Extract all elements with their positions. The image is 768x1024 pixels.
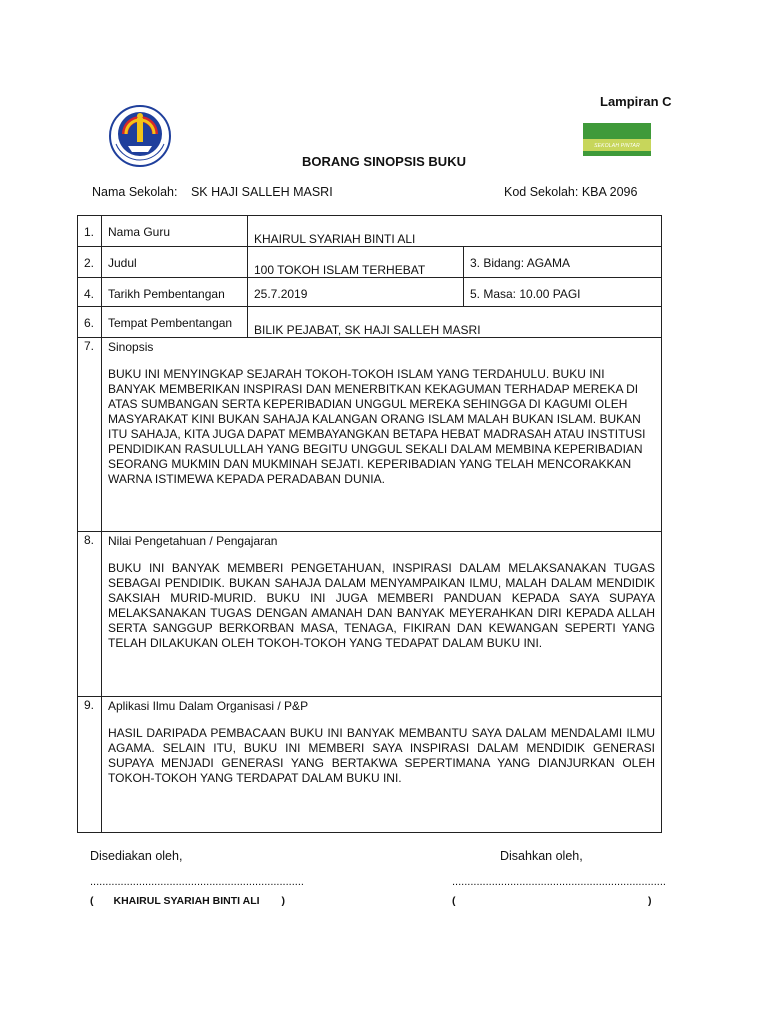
lampiran-label: Lampiran C	[600, 94, 672, 109]
prepared-name-text: KHAIRUL SYARIAH BINTI ALI	[113, 895, 260, 907]
row-label: Tempat Pembentangan	[102, 307, 248, 338]
synopsis-text: BUKU INI MENYINGKAP SEJARAH TOKOH-TOKOH ISLAM YANG TERDAHULU. BUKU INI BANYAK MEMBERIKAN INSPIRASI DAN MENERBITKAN KEKAGUMAN TERHADAP MEREKA DI ATAS SUMBANGAN SERTA KEPERIBADIAN UNGGUL MEREKA SEHINGGA DI KAGUMI OLEH MASYARAKAT KINI BUKAN SAHAJA KALANGAN ORANG ISLAM MALAH BUKAN ISLAM. BUKAN ITU SAHAJA, KITA JUGA DAPAT MEMBAYANGKAN BETAPA HEBAT MADRASAH ATAU INSTITUSI PENDIDIKAN RASULULLAH YANG BEGITU UNGGUL SEKALI DALAM MEMBINA KEPERIBADIAN SEORANG MUKMIN DAN MUKMINAH SEJATI. KEPERIBADIAN YANG TELAH MENCORAKKAN WARNA ISTIMEWA KEPADA PERADABAN DUNIA.	[108, 367, 646, 486]
school-code-value: KBA 2096	[581, 185, 638, 199]
synopsis-heading: Sinopsis	[108, 340, 154, 354]
approved-signature-line: ......................................................................	[452, 876, 666, 888]
table-row	[78, 278, 662, 307]
prepared-by-label: Disediakan oleh,	[90, 849, 183, 863]
paren-close: )	[281, 895, 286, 907]
row-label: Tarikh Pembentangan	[102, 278, 248, 307]
row-label: Judul	[102, 247, 248, 278]
approved-paren-open: (	[452, 895, 456, 907]
table-row	[78, 247, 662, 278]
book-title-value: 100 TOKOH ISLAM TERHEBAT	[248, 247, 464, 278]
row-number: 6.	[78, 307, 102, 338]
table-row	[78, 697, 662, 833]
row-number: 9.	[78, 697, 102, 833]
row-number: 4.	[78, 278, 102, 307]
sekolah-logo-text: SEKOLAH PINTAR	[594, 143, 640, 149]
knowledge-value-heading: Nilai Pengetahuan / Pengajaran	[108, 534, 278, 548]
table-row	[78, 338, 662, 532]
synopsis-form-table	[77, 215, 662, 833]
school-name-value: SK HAJI SALLEH MASRI	[190, 185, 333, 199]
sekolah-logo-icon	[583, 123, 651, 156]
knowledge-value-cell	[102, 532, 662, 697]
table-row	[78, 307, 662, 338]
page-title: BORANG SINOPSIS BUKU	[302, 154, 466, 169]
teacher-name-value: KHAIRUL SYARIAH BINTI ALI	[248, 216, 662, 247]
row-number: 8.	[78, 532, 102, 697]
field-value: 3. Bidang: AGAMA	[464, 247, 662, 278]
school-name	[92, 185, 333, 199]
row-label: Nama Guru	[102, 216, 248, 247]
prepared-signature-line: ......................................................................	[90, 876, 304, 888]
row-number: 7.	[78, 338, 102, 532]
presentation-place-value: BILIK PEJABAT, SK HAJI SALLEH MASRI	[248, 307, 662, 338]
approved-by-label: Disahkan oleh,	[500, 849, 583, 863]
approved-paren-close: )	[648, 895, 652, 907]
synopsis-cell	[102, 338, 662, 532]
knowledge-value-text: BUKU INI BANYAK MEMBERI PENGETAHUAN, INSPIRASI DALAM MELAKSANAKAN TUGAS SEBAGAI PENDIDIK. BUKAN SAHAJA DALAM MENYAMPAIKAN ILMU, MALAH DALAM MENDIDIK SAKSIAH MURID-MURID. BUKU INI JUGA MEMBERI PANDUAN KEPADA SAYA SUPAYA MELAKSANAKAN TUGAS DENGAN AMANAH DAN BANYAK MEYERAHKAN DIRI KEPADA ALLAH SERTA SANGGUP BERKORBAN MASA, TENAGA, FIKIRAN DAN KEWANGAN SEPERTI YANG TELAH DILAKUKAN OLEH TOKOH-TOKOH YANG TEDAPAT DALAM BUKU INI.	[108, 561, 656, 650]
table-row	[78, 532, 662, 697]
school-code-label: Kod Sekolah:	[504, 185, 579, 199]
table-row	[78, 216, 662, 247]
presentation-date-value: 25.7.2019	[248, 278, 464, 307]
prepared-by-name	[90, 895, 285, 907]
application-text: HASIL DARIPADA PEMBACAAN BUKU INI BANYAK MEMBANTU SAYA DALAM MENDALAMI ILMU AGAMA. SELAIN ITU, BUKU INI MEMBERI SAYA INSPIRASI DALAM MENDIDIK GENERASI SUPAYA MENJADI GENERASI YANG BERTAKWA SEPERTIMANA YANG DIANJURKAN OLEH TOKOH-TOKOH YANG TERDAPAT DALAM BUKU INI.	[108, 726, 656, 785]
school-code	[504, 185, 637, 199]
row-number: 2.	[78, 247, 102, 278]
paren-open: (	[90, 895, 94, 907]
school-name-label: Nama Sekolah:	[92, 185, 178, 199]
row-number: 1.	[78, 216, 102, 247]
application-cell	[102, 697, 662, 833]
time-value: 5. Masa: 10.00 PAGI	[464, 278, 662, 307]
application-heading: Aplikasi Ilmu Dalam Organisasi / P&P	[108, 699, 309, 713]
